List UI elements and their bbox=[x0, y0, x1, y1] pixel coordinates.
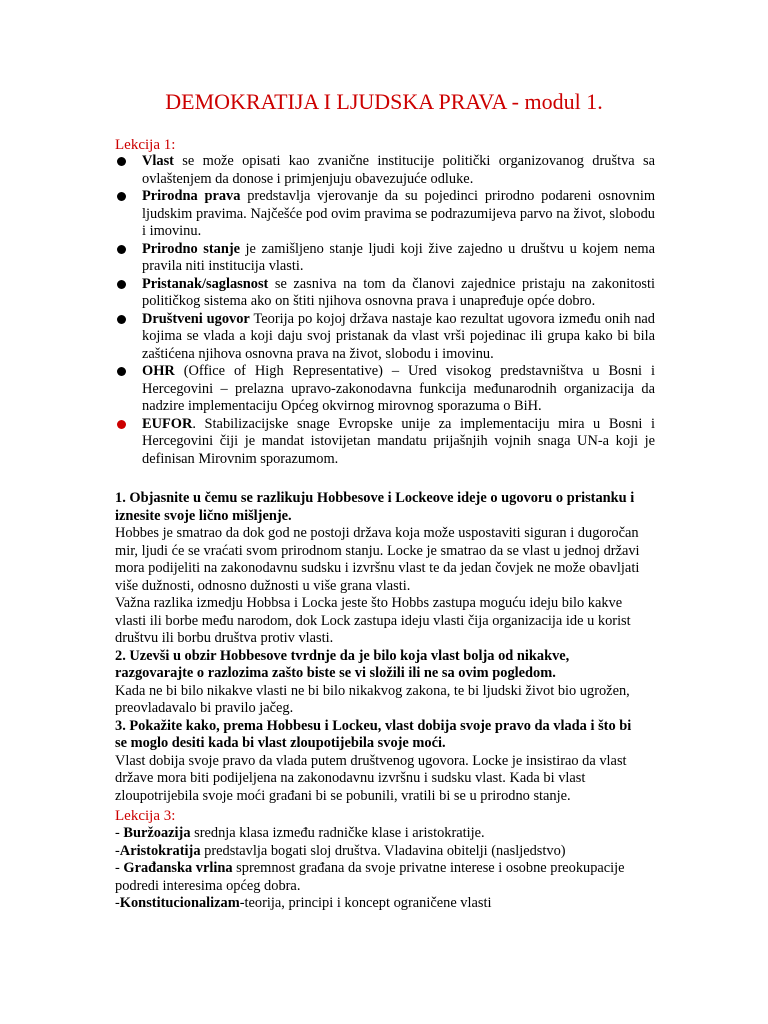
question-3: 3. Pokažite kako, prema Hobbesu i Lockeu, vlast dobija svoje pravo da vlada i što bi se moglo desiti kada bi vlast zloupotijebila svoje moći. bbox=[115, 717, 632, 751]
answer-paragraph: Vlast dobija svoje pravo da vlada putem društvenog ugovora. Locke je insistirao da vlast države mora biti podijeljena na zakonodavnu izvršnu i sudsku vlast. Kada bi vlast zloupotrijebila svoje moći građani bi se pobunili, vratili bi se u prirodno stanje. bbox=[115, 752, 627, 804]
bullet-dot-icon bbox=[117, 315, 126, 324]
item-text: spremnost građana da svoje privatne interese i osobne preokupacije podredi interesima općeg dobra. bbox=[115, 860, 625, 894]
questions-section bbox=[115, 490, 640, 805]
lesson-3-list bbox=[115, 825, 640, 913]
definition-text: Teorija po kojoj država nastaje kao rezultat ugovora između onih nad kojima se vlada a koji daju svoj pristanak da vlast vrši pojedinac ili grupa kako bi bila zaštićena njihova osnovna prava na život, slobodu i imovinu. bbox=[142, 310, 655, 362]
item-text: srednja klasa između radničke klase i aristokratije. bbox=[190, 825, 485, 841]
lesson-1-heading: Lekcija 1: bbox=[115, 137, 176, 153]
definition-text: se može opisati kao zvanične institucije politički organizovanog društva sa ovlaštenjem da donose i primjenjuju obavezujuće odluke. bbox=[142, 153, 655, 187]
list-item bbox=[115, 825, 640, 843]
lesson-3-heading: Lekcija 3: bbox=[115, 808, 176, 824]
definition-item bbox=[115, 153, 655, 188]
question-2: 2. Uzevši u obzir Hobbesove tvrdnje da je bilo koja vlast bolja od nikakve, razgovarajte o razlozima zašto biste se vi složili ili ne sa ovim pogledom. bbox=[115, 647, 570, 681]
definition-item bbox=[115, 363, 655, 416]
definition-text: . Stabilizacijske snage Evropske unije za implementaciju mira u Bosni i Hercegovini čiji je mandat istovijetan mandatu prijašnjih vojnih snaga UN-a koji je definisan Mirovnim sporazumom. bbox=[142, 415, 655, 467]
definition-term: Vlast bbox=[142, 153, 174, 169]
definitions-list bbox=[115, 153, 655, 468]
item-prefix: - bbox=[115, 895, 120, 911]
definition-term: OHR bbox=[142, 363, 175, 379]
answer-paragraph: Kada ne bi bilo nikakve vlasti ne bi bilo nikakvog zakona, te bi ljudski život bio ugrožen, preovladavalo bi pravilo jačeg. bbox=[115, 682, 630, 716]
item-prefix: - bbox=[115, 842, 120, 859]
item-term: Građanska vrlina bbox=[123, 860, 233, 876]
page-title: DEMOKRATIJA I LJUDSKA PRAVA - modul 1. bbox=[165, 89, 603, 114]
definition-text: predstavlja vjerovanje da su pojedinci prirodno podareni osnovnim ljudskim pravima. Najčešće pod ovim pravima se podrazumijeva parvo na život, slobodu i imovinu. bbox=[142, 188, 656, 239]
question-1: 1. Objasnite u čemu se razlikuju Hobbesove i Lockeove ideje o ugovoru o pristanku i iznesite svoje lično mišljenje. bbox=[115, 490, 635, 524]
definition-term: Prirodno stanje bbox=[142, 240, 241, 257]
list-item bbox=[115, 843, 640, 861]
bullet-dot-icon bbox=[117, 157, 126, 166]
definition-term: Prirodna prava bbox=[142, 188, 241, 204]
answer-paragraph: Hobbes je smatrao da dok god ne postoji država koja može uspostaviti siguran i dugoročan mir, ljudi će se vraćati svom prirodnom stanju. Locke je smatrao da se vlast u jednoj državi mora podijeliti na zakonodavnu sudsku i izvršnu vlast te da jedan čovjek ne može obavljati više dužnosti, odnosno dužnosti u više grana vlasti. bbox=[115, 525, 640, 594]
bullet-dot-icon bbox=[117, 367, 126, 376]
definition-text: se zasniva na tom da članovi zajednice pristaju na zakonitosti političkog sistema ako on štiti njihova osnovna prava i unapređuje opće dobro. bbox=[142, 275, 655, 309]
definition-text: je zamišljeno stanje ljudi koji žive zajedno u društvu u kojem nema pravila niti institucija vlasti. bbox=[142, 240, 655, 274]
list-item bbox=[115, 860, 640, 895]
item-text: -teorija, principi i koncept ograničene vlasti bbox=[239, 895, 492, 911]
definition-item bbox=[115, 188, 655, 241]
definition-text: (Office of High Representative) – Ured visokog predstavništva u Bosni i Hercegovini – prelazna upravo-zakonodavna funkcija međunarodnih organizacija da nadzire implementaciju Općeg okvirnog mirovnog sporazuma o BiH. bbox=[142, 363, 655, 414]
item-term: Aristokratija bbox=[119, 842, 201, 859]
bullet-dot-icon bbox=[117, 280, 126, 289]
definition-item bbox=[115, 241, 655, 276]
item-prefix: - bbox=[115, 860, 124, 876]
definition-item bbox=[115, 276, 655, 311]
bullet-dot-icon bbox=[117, 245, 126, 254]
definition-item bbox=[115, 311, 655, 364]
item-term: Konstitucionalizam bbox=[119, 895, 240, 911]
answer-paragraph: Važna razlika izmedju Hobbsa i Locka jeste što Hobbs zastupa moguću ideju bilo kakve vlasti ili borbe među narodom, dok Lock zastupa ideju vlasti čija organizacija ide u korist društvu ili borbu društva protiv vlasti. bbox=[115, 595, 631, 646]
definition-term: Društveni ugovor bbox=[142, 310, 250, 327]
item-prefix: - bbox=[115, 825, 124, 841]
definition-term: EUFOR bbox=[142, 415, 193, 432]
definition-term: Pristanak/saglasnost bbox=[142, 275, 269, 292]
item-text: predstavlja bogati sloj društva. Vladavina obitelji (nasljedstvo) bbox=[200, 842, 566, 859]
bullet-dot-icon bbox=[117, 192, 126, 201]
definition-item bbox=[115, 416, 655, 469]
list-item bbox=[115, 895, 640, 913]
bullet-dot-icon bbox=[117, 420, 126, 429]
item-term: Buržoazija bbox=[123, 825, 191, 841]
